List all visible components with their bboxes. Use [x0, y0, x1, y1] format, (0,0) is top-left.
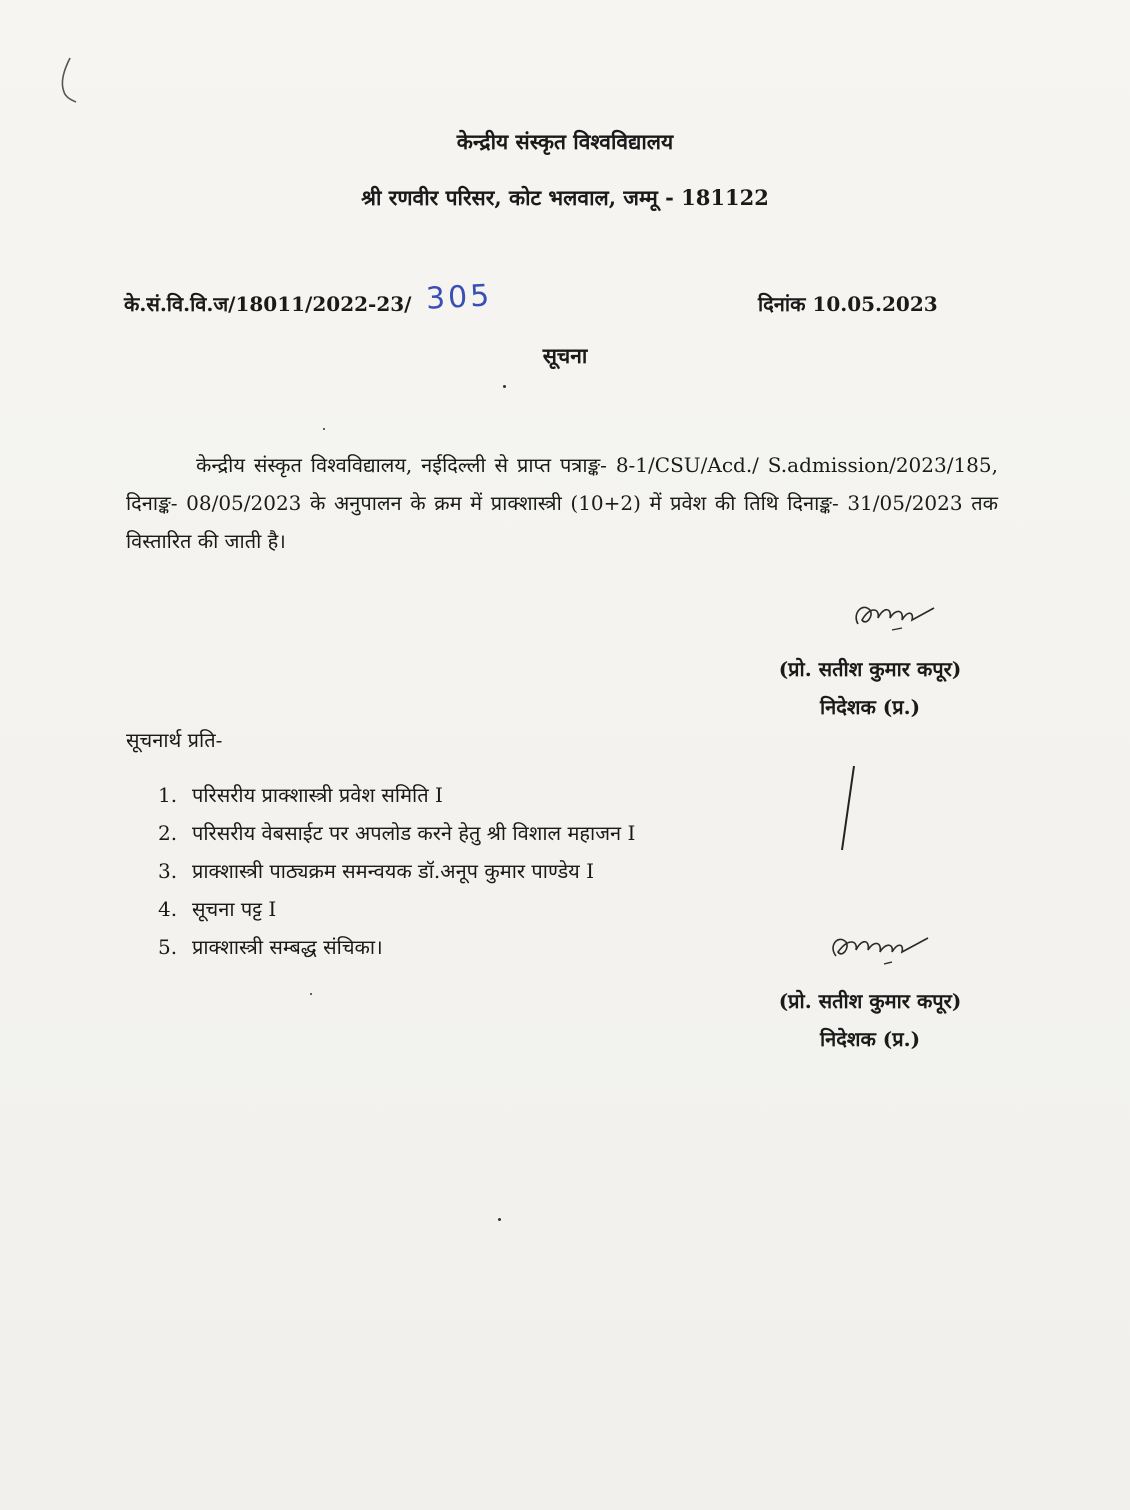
pen-stroke-mark [836, 764, 858, 854]
signatory-1-name: (प्रो. सतीश कुमार कपूर) [778, 657, 962, 681]
ink-speck [498, 1218, 501, 1221]
handwritten-reference-number: 305 [425, 278, 494, 317]
signature-1-scribble [848, 596, 938, 638]
signatory-2-name: (प्रो. सतीश कुमार कपूर) [778, 989, 962, 1013]
university-name: केन्द्रीय संस्कृत विश्वविद्यालय [456, 129, 674, 154]
list-item: 3. प्राक्शास्त्री पाठ्यक्रम समन्वयक डॉ.अनूप कुमार पाण्डेय I [158, 859, 595, 883]
list-item: 1. परिसरीय प्राक्शास्त्री प्रवेश समिति I [158, 783, 443, 807]
signatory-2-designation: निदेशक (प्र.) [819, 1027, 921, 1051]
signatory-2 [740, 982, 1000, 1058]
list-item: 2. परिसरीय वेबसाईट पर अपलोड करने हेतु श्री विशाल महाजन I [158, 821, 636, 845]
notice-title: सूचना [542, 343, 588, 368]
copy-to-label: सूचनार्थ प्रति- [126, 728, 223, 752]
signatory-1-designation: निदेशक (प्र.) [819, 695, 921, 719]
signature-2-scribble [824, 926, 934, 972]
ink-speck [503, 385, 506, 388]
ink-speck [323, 428, 325, 430]
copy-to-list [158, 776, 635, 966]
notice-body-text: केन्द्रीय संस्कृत विश्वविद्यालय, नईदिल्ली से प्राप्त पत्राङ्क- 8-1/CSU/Acd./ S.admission/2023/185, दिनाङ्क- 08/05/2023 के अनुपालन के क्रम में प्राक्शास्त्री (10+2) में प्रवेश की तिथि दिनाङ्क- 31/05/2023 तक विस्तारित की जाती है। [126, 453, 998, 553]
document-date: दिनांक 10.05.2023 [758, 292, 938, 316]
corner-pen-mark [56, 56, 80, 106]
ink-speck [310, 993, 312, 995]
signatory-1 [740, 650, 1000, 726]
notice-body [126, 446, 998, 560]
campus-address: श्री रणवीर परिसर, कोट भलवाल, जम्मू - 181122 [361, 185, 769, 210]
reference-number: के.सं.वि.वि.ज/18011/2022-23/ [124, 292, 412, 316]
list-item: 5. प्राक्शास्त्री सम्बद्ध संचिका। [158, 935, 383, 959]
list-item: 4. सूचना पट्ट I [158, 897, 277, 921]
